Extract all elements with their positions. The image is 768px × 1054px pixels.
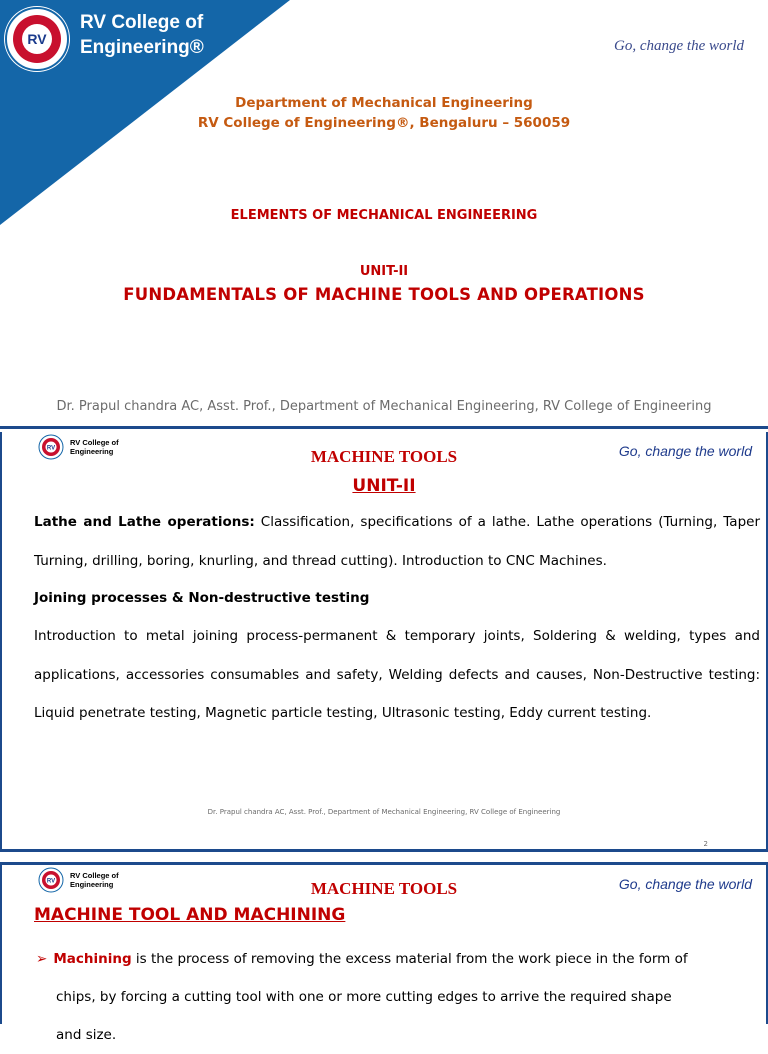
- college-name-line1: RV College of: [70, 438, 119, 447]
- machining-slide: [0, 862, 768, 1043]
- syllabus-slide: [0, 432, 768, 852]
- title-slide: [0, 0, 768, 429]
- slide-footer: Dr. Prapul chandra AC, Asst. Prof., Department of Mechanical Engineering, RV College of Engineering: [207, 808, 561, 816]
- unit-title: FUNDAMENTALS OF MACHINE TOOLS AND OPERATIONS: [123, 285, 645, 304]
- page-number: 2: [703, 840, 708, 848]
- college-name: [80, 10, 204, 60]
- college-logo: [4, 6, 70, 72]
- slide-title: MACHINE TOOLS: [310, 447, 458, 466]
- svg-text:RV: RV: [46, 445, 56, 452]
- paragraph-label: Joining processes & Non-destructive testing: [34, 590, 370, 606]
- section-title: MACHINE TOOL AND MACHINING: [34, 905, 346, 925]
- svg-text:RV: RV: [27, 31, 47, 47]
- college-address: RV College of Engineering®, Bengaluru – 560059: [197, 115, 571, 131]
- college-name-line1: RV College of: [80, 12, 204, 33]
- slide-top-border: [2, 862, 766, 865]
- department-name: Department of Mechanical Engineering: [235, 95, 533, 111]
- paragraph-body: Introduction to metal joining process-permanent & temporary joints, Soldering & welding, types and applications, accessories consumables and safety, Welding defects and causes, Non-Destructive testing: Liquid penetrate testing, Magnetic particle testing, Ultrasonic testing, Eddy current testing.: [34, 628, 760, 721]
- bullet-body: is the process of removing the excess material from the work piece in the form of: [131, 951, 688, 967]
- slide-divider: [2, 849, 766, 852]
- paragraph-label: Lathe and Lathe operations:: [34, 514, 255, 530]
- bullet-term: Machining: [53, 951, 132, 967]
- bullet-body-continued-2: and size.: [56, 1027, 117, 1043]
- tagline: Go, change the world: [618, 443, 752, 459]
- tagline: Go, change the world: [618, 876, 752, 892]
- paragraph-lathe: [34, 503, 760, 580]
- bullet-arrow-icon: ➢: [36, 951, 48, 967]
- paragraph-joining: [34, 617, 760, 733]
- department-block: [0, 93, 768, 133]
- slide-footer: Dr. Prapul chandra AC, Asst. Prof., Department of Mechanical Engineering, RV College of Engineering: [56, 399, 712, 414]
- paragraph-body: Classification, specifications of a lathe. Lathe operations (Turning, Taper Turning, drilling, boring, knurling, and thread cutting). Introduction to CNC Machines.: [34, 514, 760, 569]
- college-name-line2: Engineering: [70, 880, 114, 889]
- slide-title: MACHINE TOOLS: [310, 879, 458, 898]
- college-name-line1: RV College of: [70, 871, 119, 880]
- unit-heading: UNIT-II: [352, 476, 416, 496]
- slide-divider: [0, 426, 768, 429]
- paragraph-joining-heading: [34, 579, 760, 618]
- college-name-line2: Engineering: [70, 447, 114, 456]
- unit-label: UNIT-II: [359, 264, 409, 279]
- svg-text:RV: RV: [46, 878, 56, 885]
- college-name-line2: Engineering®: [80, 37, 204, 58]
- bullet-item: [36, 940, 760, 1054]
- tagline: Go, change the world: [614, 38, 744, 54]
- course-title: ELEMENTS OF MECHANICAL ENGINEERING: [230, 208, 538, 223]
- bullet-body-continued: chips, by forcing a cutting tool with one or more cutting edges to arrive the required shape: [56, 989, 672, 1005]
- rv-emblem-icon: [4, 6, 70, 72]
